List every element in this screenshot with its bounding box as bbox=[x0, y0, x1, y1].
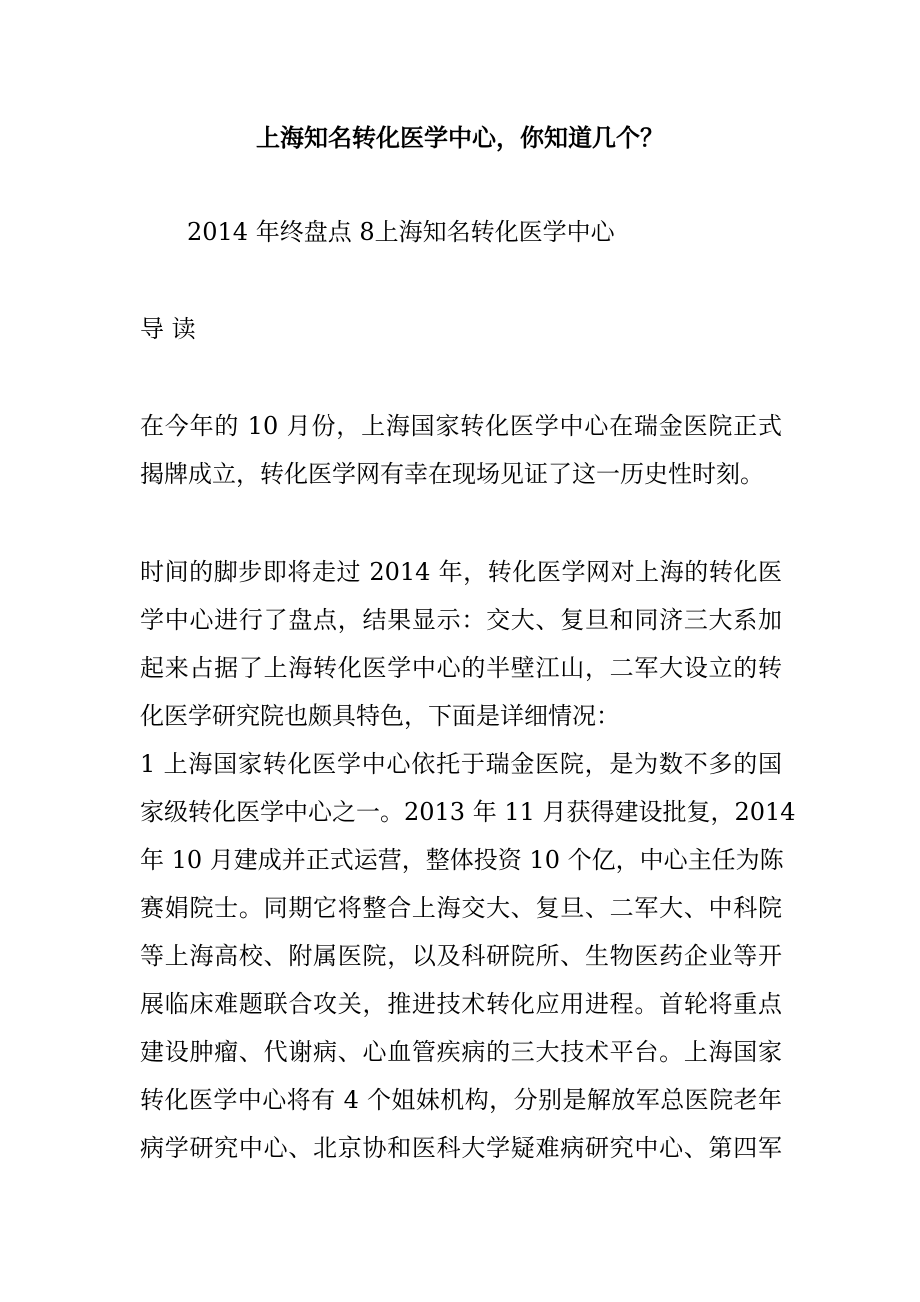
text-line: 揭牌成立，转化医学网有幸在现场见证了这一历史性时刻。 bbox=[140, 460, 764, 488]
paragraph-intro bbox=[140, 402, 782, 498]
text-line: 转化医学中心将有 4 个姐妹机构，分别是解放军总医院老年 bbox=[140, 1086, 782, 1114]
text-line: 1 上海国家转化医学中心依托于瑞金医院，是为数不多的国 bbox=[140, 750, 782, 778]
text-line: 时间的脚步即将走过 2014 年，转化医学网对上海的转化医 bbox=[140, 558, 782, 586]
text-line: 展临床难题联合攻关，推进技术转化应用进程。首轮将重点 bbox=[140, 990, 782, 1018]
text-line: 学中心进行了盘点，结果显示：交大、复旦和同济三大系加 bbox=[140, 606, 782, 634]
text-line: 化医学研究院也颇具特色，下面是详细情况： bbox=[140, 702, 620, 730]
text-line: 在今年的 10 月份，上海国家转化医学中心在瑞金医院正式 bbox=[140, 412, 782, 440]
text-line: 家级转化医学中心之一。2013 年 11 月获得建设批复，2014 bbox=[140, 798, 796, 826]
text-line: 病学研究中心、北京协和医科大学疑难病研究中心、第四军 bbox=[140, 1134, 782, 1162]
paragraph-overview bbox=[140, 548, 782, 740]
document-title: 上海知名转化医学中心，你知道几个？ bbox=[256, 123, 664, 152]
text-line: 赛娟院士。同期它将整合上海交大、复旦、二军大、中科院 bbox=[140, 894, 782, 922]
text-line: 建设肿瘤、代谢病、心血管疾病的三大技术平台。上海国家 bbox=[140, 1038, 782, 1066]
document-subtitle: 2014 年终盘点 8上海知名转化医学中心 bbox=[187, 218, 615, 246]
paragraph-center-1 bbox=[140, 740, 796, 1172]
text-line: 起来占据了上海转化医学中心的半壁江山，二军大设立的转 bbox=[140, 654, 782, 682]
text-line: 等上海高校、附属医院，以及科研院所、生物医药企业等开 bbox=[140, 942, 782, 970]
section-heading: 导 读 bbox=[140, 315, 196, 343]
text-line: 年 10 月建成并正式运营，整体投资 10 个亿，中心主任为陈 bbox=[140, 846, 784, 874]
